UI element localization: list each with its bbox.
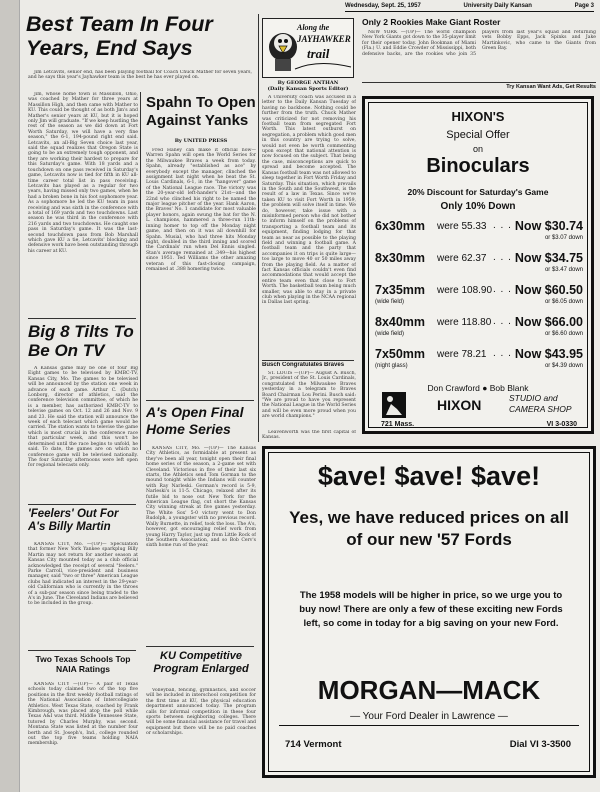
- header-paper-name: University Daily Kansan: [463, 3, 532, 9]
- staff-names: Don Crawford ● Bob Blank: [427, 383, 529, 393]
- trail-byline-title: (Daily Kansan Sports Editor): [267, 86, 349, 92]
- jayhawker-trail-logo: [262, 18, 354, 78]
- page-binding-edge: [0, 0, 20, 792]
- main-headline: Best Team In Four Years, End Says: [26, 12, 213, 60]
- binocular-type: (night glass): [375, 363, 408, 369]
- binocular-size: 8x30mm: [375, 251, 426, 265]
- rookies-headline: Only 2 Rookies Make Giant Roster: [362, 17, 501, 27]
- old-price: were 108.90: [437, 285, 493, 296]
- old-price: were 118.80: [437, 317, 492, 328]
- martin-body-text: KANSAS CITY, Mo. —(UP)— Speculation that former New York Yankee sparkplug Billy Martin may not return for another season at Kansas City mounted today as a club official acknowledged the receipt of several "feelers." Parke Carroll, vice-president and business manager, said "two or three" American League clubs had indicated an interest in the 29-year-old Californian who is currently in the throes of a sub-par season since being traded to the A's in June. The Cleveland Indians are believed to be included in the group.: [28, 542, 138, 607]
- header-date: Wednesday, Sept. 25, 1957: [345, 3, 421, 9]
- new-price: Now $60.50: [514, 283, 583, 297]
- main-story-body: [28, 92, 138, 314]
- binocular-size: 7x50mm: [375, 347, 426, 361]
- binocular-size: 8x40mm: [375, 315, 426, 329]
- price-row: [375, 251, 583, 281]
- afinal-headline-block: [146, 404, 256, 444]
- binocular-size: 7x35mm: [375, 283, 426, 297]
- spahn-body-text: Fred Haney can make it official now—Warren Spahn will open the World Series for the Milwaukee Braves a week from today. Spahn, already "established as ace" by everybody except the manager, clinched the assignment last night when he beat the St. Louis Cardinals, 6-1, in the "hangover" game of the National League race. The victory was the 20-year-old left-hander's 21st—and the 22nd who clinched his right to be named the major league pitcher of the year. Hank Aaron, the Braves' No. 1 candidate for most valuable player honors, again swung the bat for the N. L. champions, hammered a three-run 11th-inning homer to top off the Monday night game, and then on it was all downhill for Spahn. Musial, who had three hits Monday night, doubled in the third inning and scored the Cardinals' run when Del Ennis singled. Stan's average remained at .349—his highest since 1951. Ted Williams the other amazing veteran of this fast-closing campaign, remained at .388 homering twice.: [146, 148, 256, 272]
- new-price: Now $30.74: [514, 219, 583, 233]
- special-offer-label: Special Offer: [446, 129, 510, 141]
- trail-byline-author: By GEORGE ANTHAN: [277, 80, 339, 86]
- dealer-tagline-text: Your Ford Dealer in Lawrence: [362, 711, 496, 722]
- price-leader: . . .: [493, 252, 512, 263]
- studio-label: STUDIO and: [509, 393, 558, 403]
- camera-shop-label: CAMERA SHOP: [509, 404, 572, 414]
- afinal-story-body: [146, 446, 256, 644]
- story-divider: [146, 400, 254, 401]
- down-payment-note: or $3.47 down: [544, 267, 583, 273]
- trailer-text: Leavenworth was the first capital of Kansas.: [262, 430, 356, 441]
- old-price: were 62.37: [437, 253, 487, 264]
- afinal-body-text: KANSAS CITY, Mo. —(UP)— The Kansas City Athletics, as formidable at present as they've been all year, tonight open their final home series of the season, a 2-game set with Cleveland. Victorious in five of their last six starts, the Athletics send Tom Gorman to the mound tonight while the Indians will counter with Ray Narleski. Gorman's record is 5-9, Narleski's is 11-5. Chicago, relaxed after its futile bid to nose out New York for the American League flag, cut short the Kansas City winning streak at five games yesterday. The White Sox' 5-0 victory went to Don Rudolph, a youngster with no previous record. Wally Burnette, in relief, took the loss. The A's, however, got encouraging relief work from young Harry Taylor, just up from Little Rock of the Southern Association, and so Bob Cerv's sixth home run of the year.: [146, 446, 256, 549]
- texas-headline-block: [28, 654, 138, 680]
- on-label: on: [472, 144, 483, 154]
- down-payment-note: or $4.39 down: [544, 363, 583, 369]
- price-leader: . . .: [493, 348, 512, 359]
- spahn-headline-block: [146, 94, 256, 136]
- ad-divider: [279, 725, 579, 726]
- binoculars-label: Binoculars: [426, 155, 530, 177]
- tv-story-body: [28, 366, 138, 502]
- tv-headline-block: [28, 322, 138, 364]
- story-divider: [28, 504, 136, 505]
- ku-headline-block: [146, 650, 256, 686]
- hixon-brand: HIXON: [437, 397, 482, 413]
- hixon-phone: VI 3-0330: [546, 421, 577, 428]
- old-price: were 55.33: [437, 221, 487, 232]
- page-header: [345, 3, 594, 12]
- texas-body-text: KANSAS CITY —(UP)— A pair of Texas schools today claimed two of the top five positions in the first weekly football ratings of the National Association of Intercollegiate Athletics. West Texas State, coached by Frank Kimbrough, was placed atop the poll while Texas A&I was third. Middle Tennessee State, tutored by Charles Murphy, was second. Montana State was listed at the number four berth and St. Joseph's, Ind., college rounded out the top five teams holding NAIA membership.: [28, 682, 138, 747]
- price-row: [375, 315, 583, 345]
- column-divider: [258, 14, 259, 442]
- main-story-lead: [28, 70, 252, 90]
- afinal-headline: A's Open Final Home Series: [146, 404, 244, 437]
- discount-label: 20% Discount for Saturday's Game: [407, 187, 549, 197]
- down-payment-note: or $6.05 down: [544, 299, 583, 305]
- price-leader: . . .: [493, 316, 512, 327]
- spahn-story-body: [146, 148, 256, 398]
- down-payment-note: or $6.60 down: [544, 331, 583, 337]
- old-price: were 78.21: [437, 349, 487, 360]
- new-price: Now $43.95: [514, 347, 583, 361]
- hixon-binoculars-ad: [362, 96, 594, 434]
- morgan-mack-ford-ad: [262, 446, 596, 778]
- logo-line-1: Along the: [297, 23, 330, 32]
- story-divider: [262, 360, 354, 361]
- price-leader: . . .: [493, 284, 512, 295]
- story-divider: [28, 318, 136, 319]
- ford-subheadline: Yes, we have reduced prices on all of our new '57 Fords: [289, 508, 569, 549]
- price-row: [375, 283, 583, 313]
- texas-headline: Two Texas Schools Top NAIA Ratings: [35, 654, 131, 674]
- binocular-size: 6x30mm: [375, 219, 426, 233]
- save-headline: $ave! $ave! $ave!: [317, 461, 541, 491]
- story-divider: [146, 646, 254, 647]
- logo-line-3: trail: [307, 46, 330, 61]
- want-ads-tagline: Try Kansan Want Ads, Get Results: [362, 82, 596, 91]
- new-price: Now $34.75: [514, 251, 583, 265]
- busch-story-body: [262, 371, 356, 429]
- down-payment-note: or $3.07 down: [544, 235, 583, 241]
- main-body-text: Jim, whose home town is Massillon, Ohio, was coached by Mather for three years at Massillon High, and then came with Mather to KU. This could be thought of as both Jim's and Mather's senior years at KU, but it is hoped only Jim will graduate. "If we keep hustling the rest of the season as we did down at Fort Worth Saturday, we will have a very fine season," the 6-1, 194-pound right end said. Letcavits, an all-Big Seven choice last year, said the squad realizes that Oregon State is going to be an extremely tough opponent, and they are working their hardest to prepare for this Saturday's game. With 18 yards and a touchdown on one pass received in Saturday's game, Letcavits now is tied for fifth in KU all-time career total list in pass receiving. Letcavits has played as a regular for two years, having missed only two games, when he had a broken bone in his foot sophomore year. As a sophomore he led the KU team in pass receiving and was sixth in the conference with a total of 169 yards and two touchdowns. Last season he was third in the conference with 216 yards and two touchdowns. He caught one pass in Saturday's game. It was the last-second touchdown pass from Bob Marshall which gave KU a tie, Letcavits' blocking and defensive work have been outstanding through his career at KU.: [28, 92, 138, 254]
- header-page-number: Page 3: [574, 3, 594, 9]
- dealer-tagline: — Your Ford Dealer in Lawrence —: [350, 711, 508, 722]
- price-row: [375, 219, 583, 249]
- new-price: Now $66.00: [514, 315, 583, 329]
- tv-body-text: A Kansas game may be one of four Big Eight games to be televised by KMBC-TV, Kansas City, Mo. The games to be televised will be announced by the station one week in advance of each game. Arthur C. (Dutch) Lonborg, director of athletics, said the conference television committee, of which he is a member, has authorized KMBC-TV to televise games on Oct. 12 and 26 and Nov. 9 and 23. He said the station will announce the week of each telecast which game would be carried. The station wants to televise the game which is most crucial in the conference race that particular week, and this won't be determined until the race begins to unfold, he said. To date, the games are on which no conference game will be televised nationally. The four Saturday afternoons were left open for regional telecasts only.: [28, 366, 138, 469]
- ku-body-text: Volleyball, fencing, gymnastics, and soccer will be included in interschool competition for the first time at KU, the physical education department announced today. The program calls for informal competition in these four sports between neighboring colleges. There will be some financial assistance for travel and equipment but there will be no paid coaches or scholarships.: [146, 688, 256, 737]
- dealer-phone: Dial VI 3-3500: [509, 739, 571, 750]
- busch-headline: Busch Congratulates Braves: [262, 362, 345, 368]
- busch-trailer: [262, 430, 356, 442]
- hixon-address: 721 Mass.: [381, 421, 415, 428]
- trail-column-body: [262, 95, 356, 357]
- main-headline-block: [26, 12, 254, 74]
- trail-body-text: A University coach was accused in a letter to the Daily Kansan Tuesday of having no backbone. Nothing could be further from the truth. Chuck Mather was criticized for not removing his football team from segregated Fort Worth. This latest outburst on segregation, a problem which good men in this country are trying to solve, would not even be worth commenting upon except that national attention is now focused on the subject. That being the case, misconceptions are quick to spread and become accepted. The Kansas football team was not allowed to sleep together in Fort Worth Friday and Saturday. This situation, which prevails in the South and the Southwest, is the result of a law in Texas. Since we've taken KU to visit Fort Worth in 1959, the problem will solve itself in time. We do, however, take issue with a misinformed person who did not bother to inform himself on the problems of transporting a football team and its equipment, finding lodging for that team as near as possible to the playing field and winning a football game. A football team and the party that accompanies it on trips is quite large—too large to move 40 or 50 miles away from the playing field. As a matter of fact Kansas officials couldn't even find accommodations that would accept the entire team even that close to Fort Worth. The basketball team being much smaller, was able to stay in a private club when playing in the NCAA regional in Dallas last spring.: [262, 95, 356, 306]
- ford-body: The 1958 models will be higher in price, so we urge you to buy now! There are only a few of these exciting new Fords left, so come in today for a big saving on your new Ford.: [299, 590, 563, 629]
- martin-story-body: [28, 542, 138, 648]
- dealer-name: MORGAN—MACK: [317, 675, 541, 705]
- column-divider: [140, 92, 141, 450]
- texas-story-body: [28, 682, 138, 782]
- trail-byline: [262, 80, 354, 92]
- binocular-type: (wide field): [375, 331, 405, 337]
- price-row: [375, 347, 583, 377]
- hixon-name: HIXON'S: [451, 109, 505, 124]
- busch-body-text: ST. LOUIS —(UP)— August A. Busch, Jr., president of the St. Louis Cardinals, congratulated the Milwaukee Braves yesterday in a telegram to Braves Board Chairman Lou Perini. Busch said: "We are proud to have you represent the National League in the World Series and will be even more proud when you are world champions.": [262, 371, 356, 420]
- rookies-story-body: [362, 30, 596, 80]
- price-leader: . . .: [493, 220, 512, 231]
- story-divider: [28, 650, 136, 651]
- ku-story-body: [146, 688, 256, 782]
- spahn-headline: Spahn To Open Against Yanks: [146, 94, 256, 129]
- down-payment-label: Only 10% Down: [440, 201, 516, 212]
- rookies-body-text: NEW YORK —(UP)— The world champion New York Giants got down to the 35-player limit for their opener today. John Bookman of Miami (Fla.) U. and Eddie Crowder of Mississippi, both defensive backs, are the rookies who join 35 players from last year's squad and returning vets Bobby Epps, Jack Spinks and Jake Martinkovic, who came to the Giants from Green Bay.: [362, 30, 596, 57]
- logo-line-2: JAYHAWKER: [297, 34, 351, 44]
- martin-headline-block: [28, 508, 138, 540]
- camera-shop-logo-icon: [381, 391, 407, 419]
- spahn-byline: By UNITED PRESS: [174, 138, 228, 144]
- ku-headline: KU Competitive Program Enlarged: [153, 650, 249, 675]
- dealer-address: 714 Vermont: [285, 739, 342, 750]
- main-lead-text: Jim Letcavits, senior end, has been playing football for Coach Chuck Mather for seven years, and he says this year's Jayhawker team is the best he has ever played on.: [28, 70, 252, 81]
- binocular-type: (wide field): [375, 299, 405, 305]
- martin-headline: 'Feelers' Out For A's Billy Martin: [28, 508, 119, 533]
- tv-headline: Big 8 Tilts To Be On TV: [28, 322, 134, 360]
